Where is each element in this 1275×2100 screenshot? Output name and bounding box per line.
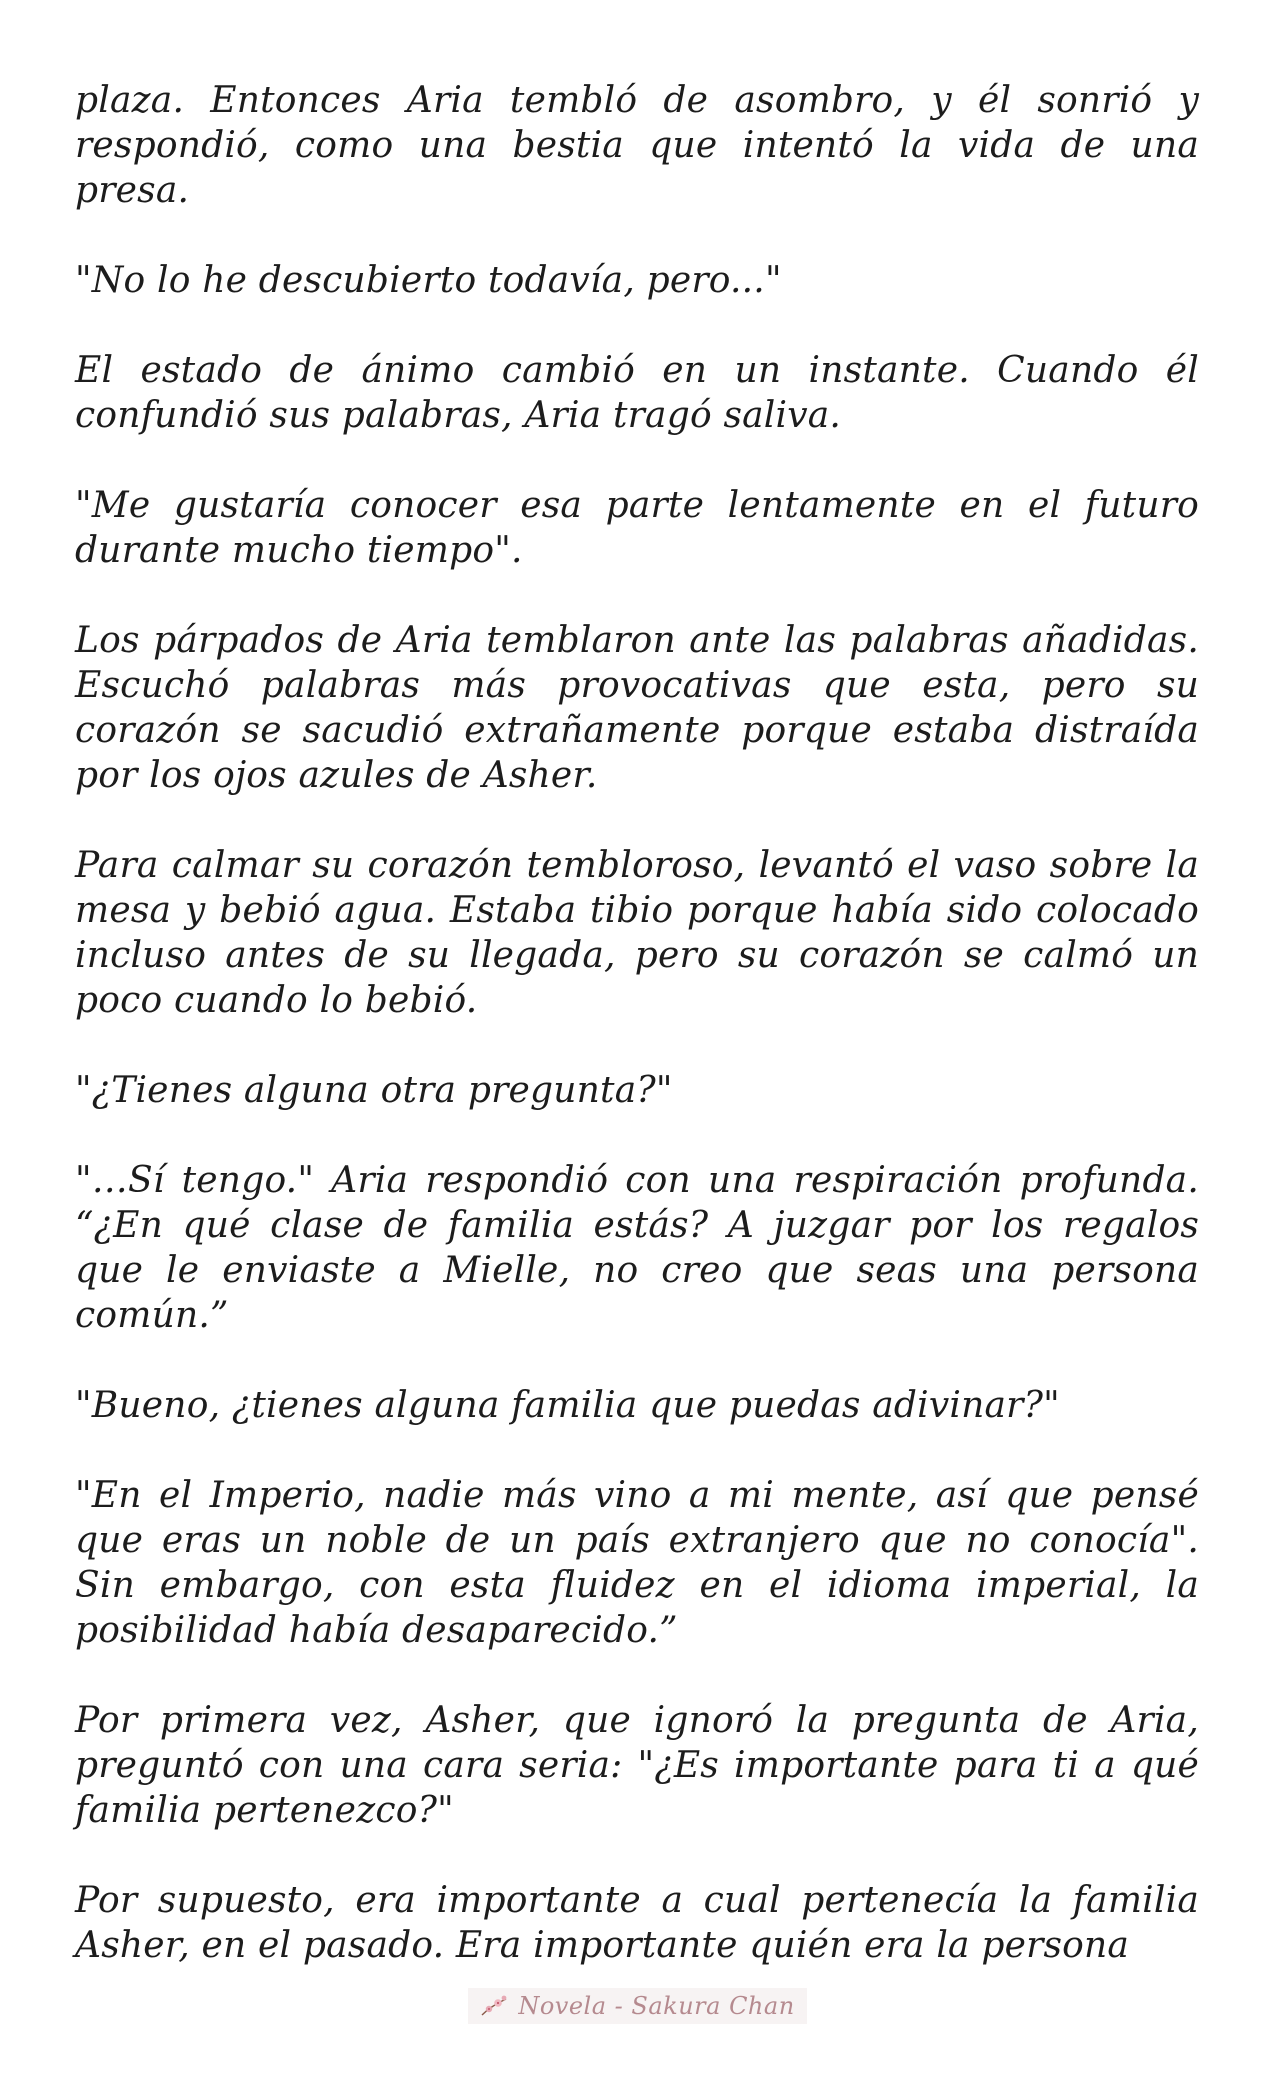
paragraph-5: Los párpados de Aria temblaron ante las palabras añadidas. Escuchó palabras más provocativas que esta, pero su corazón se sacudió extrañamente porque estaba distraída por los ojos azules de Asher. [75, 620, 1199, 796]
paragraph-9: "Bueno, ¿tienes alguna familia que puedas adivinar?" [75, 1385, 1060, 1426]
paragraph-2: "No lo he descubierto todavía, pero..." [75, 260, 782, 301]
watermark [0, 1986, 1275, 2026]
document-body [75, 78, 1199, 2013]
paragraph-11: Por primera vez, Asher, que ignoró la pregunta de Aria, preguntó con una cara seria: "¿Es importante para ti a qué familia pertenezco?" [75, 1700, 1199, 1831]
sakura-blossom-icon [480, 1993, 510, 2019]
paragraph-3: El estado de ánimo cambió en un instante. Cuando él confundió sus palabras, Aria tragó saliva. [75, 350, 1199, 436]
paragraph-12: Por supuesto, era importante a cual pertenecía la familia Asher, en el pasado. Era importante quién era la persona [75, 1880, 1199, 1966]
watermark-text: Novela - Sakura Chan [518, 1992, 795, 2020]
paragraph-10: "En el Imperio, nadie más vino a mi mente, así que pensé que eras un noble de un país extranjero que no conocía". Sin embargo, con esta fluidez en el idioma imperial, la posibilidad había desaparecido.” [75, 1475, 1199, 1651]
paragraph-7: "¿Tienes alguna otra pregunta?" [75, 1070, 673, 1111]
watermark-badge [468, 1988, 806, 2024]
paragraph-1: plaza. Entonces Aria tembló de asombro, y él sonrió y respondió, como una bestia que intentó la vida de una presa. [75, 80, 1199, 211]
paragraph-8: "…Sí tengo." Aria respondió con una respiración profunda. “¿En qué clase de familia estás? A juzgar por los regalos que le enviaste a Mielle, no creo que seas una persona común.” [75, 1160, 1199, 1336]
paragraph-4: "Me gustaría conocer esa parte lentamente en el futuro durante mucho tiempo". [75, 485, 1199, 571]
paragraph-6: Para calmar su corazón tembloroso, levantó el vaso sobre la mesa y bebió agua. Estaba tibio porque había sido colocado incluso antes de su llegada, pero su corazón se calmó un poco cuando lo bebió. [75, 845, 1199, 1021]
